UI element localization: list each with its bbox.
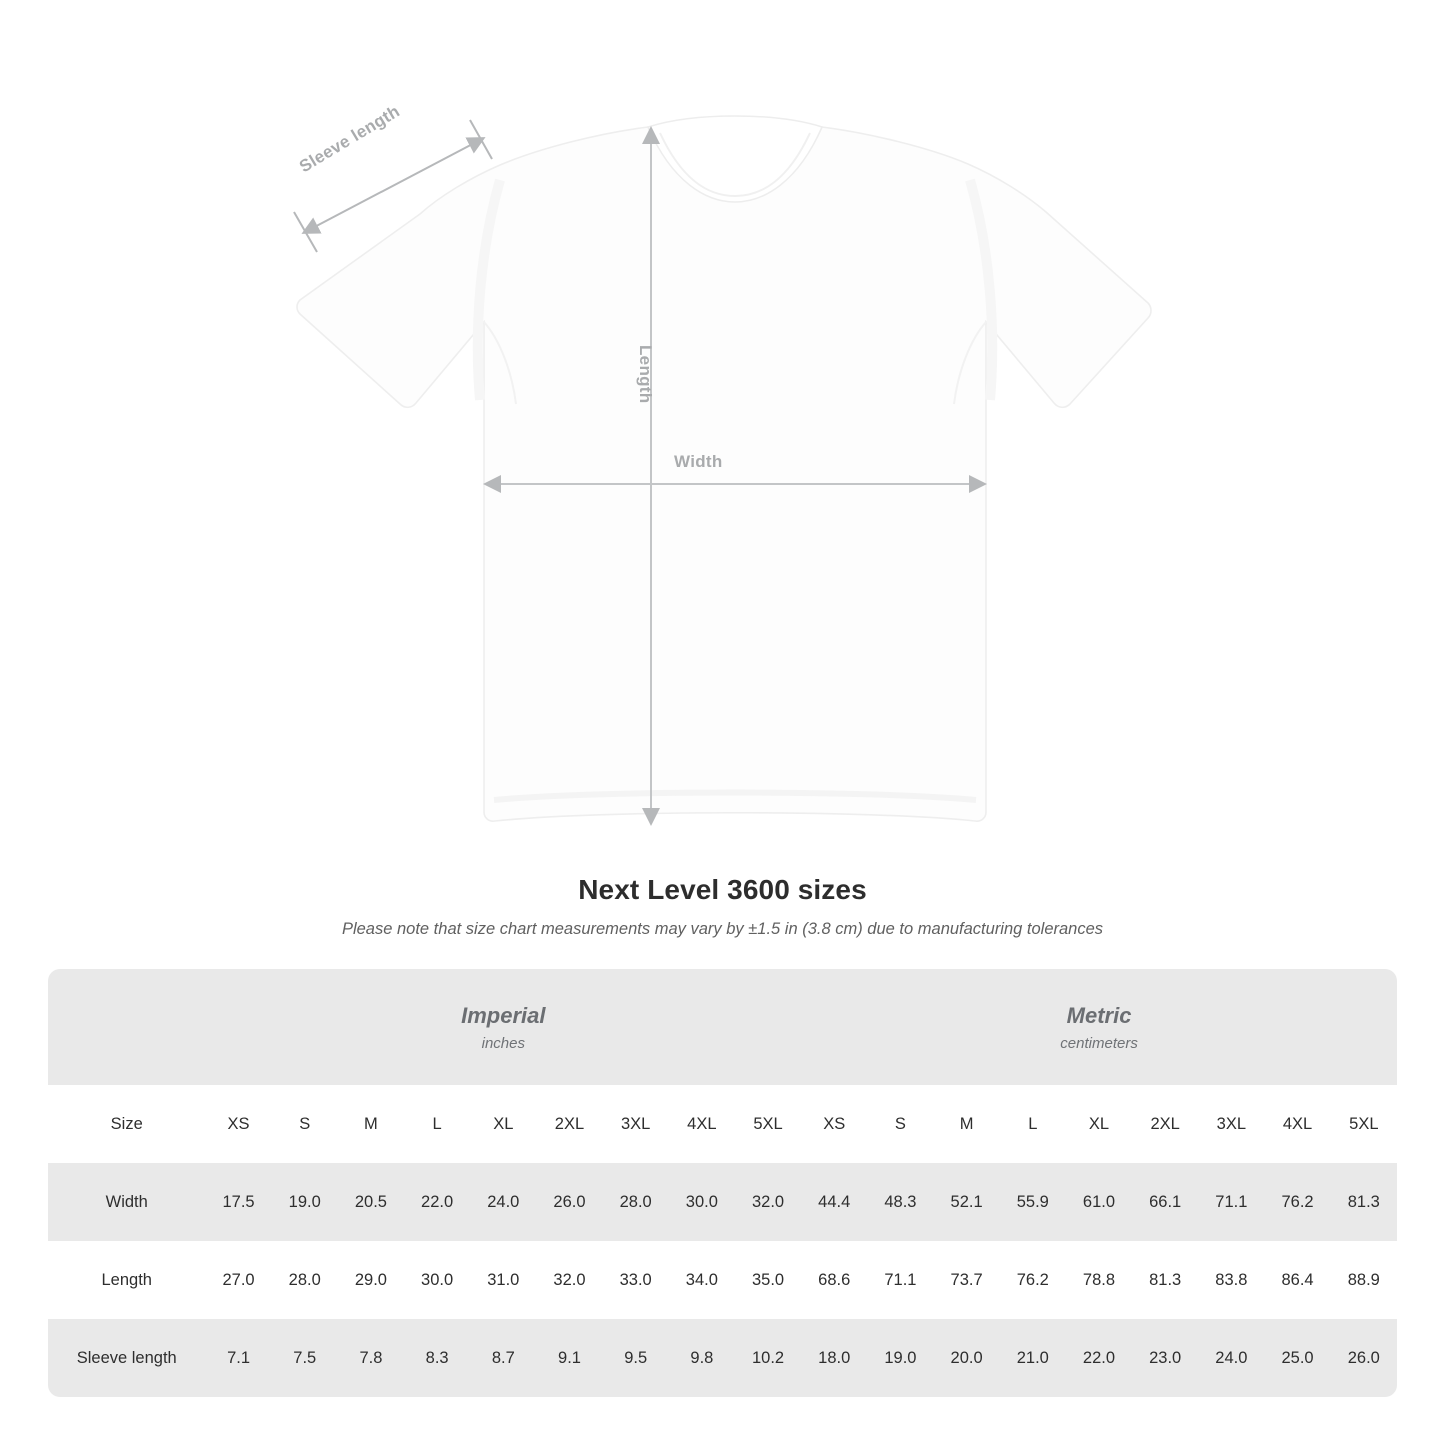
cell-width-imperial-2xl: 26.0	[536, 1163, 602, 1241]
col-header-metric-2xl: 2XL	[1132, 1085, 1198, 1163]
imperial-unit: inches	[481, 1035, 525, 1053]
col-header-imperial-l: L	[404, 1085, 470, 1163]
col-header-metric-xs: XS	[801, 1085, 867, 1163]
cell-sleeve-imperial-2xl: 9.1	[536, 1319, 602, 1397]
cell-width-metric-s: 48.3	[867, 1163, 933, 1241]
cell-width-imperial-l: 22.0	[404, 1163, 470, 1241]
cell-width-imperial-xl: 24.0	[470, 1163, 536, 1241]
imperial-header-cell	[205, 969, 801, 1085]
cell-sleeve-imperial-m: 7.8	[338, 1319, 404, 1397]
cell-sleeve-metric-xs: 18.0	[801, 1319, 867, 1397]
cell-length-metric-xl: 78.8	[1066, 1241, 1132, 1319]
table-row	[48, 1319, 1397, 1397]
cell-length-metric-xs: 68.6	[801, 1241, 867, 1319]
width-label: Width	[674, 452, 723, 471]
table-row	[48, 1163, 1397, 1241]
cell-width-imperial-xs: 17.5	[205, 1163, 271, 1241]
col-header-imperial-2xl: 2XL	[536, 1085, 602, 1163]
size-header-label: Size	[48, 1085, 205, 1163]
col-header-metric-4xl: 4XL	[1264, 1085, 1330, 1163]
size-table-wrapper	[48, 969, 1397, 1397]
cell-width-metric-3xl: 71.1	[1198, 1163, 1264, 1241]
cell-length-imperial-3xl: 33.0	[603, 1241, 669, 1319]
cell-length-metric-m: 73.7	[934, 1241, 1000, 1319]
cell-width-metric-xs: 44.4	[801, 1163, 867, 1241]
cell-width-metric-m: 52.1	[934, 1163, 1000, 1241]
cell-length-imperial-5xl: 35.0	[735, 1241, 801, 1319]
row-label-length: Length	[48, 1241, 205, 1319]
metric-header-cell	[801, 969, 1397, 1085]
cell-sleeve-metric-4xl: 25.0	[1264, 1319, 1330, 1397]
cell-sleeve-imperial-xs: 7.1	[205, 1319, 271, 1397]
cell-width-imperial-s: 19.0	[272, 1163, 338, 1241]
cell-length-metric-l: 76.2	[1000, 1241, 1066, 1319]
chart-heading	[0, 874, 1445, 939]
col-header-metric-5xl: 5XL	[1331, 1085, 1397, 1163]
cell-length-metric-5xl: 88.9	[1331, 1241, 1397, 1319]
cell-length-imperial-4xl: 34.0	[669, 1241, 735, 1319]
cell-sleeve-imperial-5xl: 10.2	[735, 1319, 801, 1397]
size-header-row	[48, 1085, 1397, 1163]
cell-length-imperial-m: 29.0	[338, 1241, 404, 1319]
cell-width-metric-xl: 61.0	[1066, 1163, 1132, 1241]
metric-title: Metric	[1066, 1002, 1132, 1028]
col-header-imperial-3xl: 3XL	[603, 1085, 669, 1163]
table-row	[48, 1241, 1397, 1319]
cell-width-imperial-m: 20.5	[338, 1163, 404, 1241]
col-header-imperial-s: S	[272, 1085, 338, 1163]
col-header-metric-m: M	[934, 1085, 1000, 1163]
cell-length-imperial-2xl: 32.0	[536, 1241, 602, 1319]
col-header-imperial-xl: XL	[470, 1085, 536, 1163]
row-label-sleeve-length: Sleeve length	[48, 1319, 205, 1397]
col-header-imperial-5xl: 5XL	[735, 1085, 801, 1163]
col-header-imperial-m: M	[338, 1085, 404, 1163]
cell-length-metric-3xl: 83.8	[1198, 1241, 1264, 1319]
cell-sleeve-metric-3xl: 24.0	[1198, 1319, 1264, 1397]
cell-sleeve-metric-l: 21.0	[1000, 1319, 1066, 1397]
length-label: Length	[636, 345, 655, 404]
cell-length-imperial-xl: 31.0	[470, 1241, 536, 1319]
cell-sleeve-imperial-4xl: 9.8	[669, 1319, 735, 1397]
cell-sleeve-imperial-xl: 8.7	[470, 1319, 536, 1397]
cell-sleeve-imperial-s: 7.5	[272, 1319, 338, 1397]
col-header-metric-l: L	[1000, 1085, 1066, 1163]
tolerance-note: Please note that size chart measurements may vary by ±1.5 in (3.8 cm) due to manufacturing tolerances	[341, 920, 1104, 938]
units-spacer-cell	[48, 969, 205, 1085]
cell-width-imperial-5xl: 32.0	[735, 1163, 801, 1241]
cell-sleeve-imperial-l: 8.3	[404, 1319, 470, 1397]
col-header-metric-3xl: 3XL	[1198, 1085, 1264, 1163]
cell-sleeve-imperial-3xl: 9.5	[603, 1319, 669, 1397]
cell-width-imperial-3xl: 28.0	[603, 1163, 669, 1241]
cell-length-metric-s: 71.1	[867, 1241, 933, 1319]
size-table	[48, 969, 1397, 1397]
cell-width-metric-4xl: 76.2	[1264, 1163, 1330, 1241]
col-header-metric-xl: XL	[1066, 1085, 1132, 1163]
cell-sleeve-metric-m: 20.0	[934, 1319, 1000, 1397]
cell-width-imperial-4xl: 30.0	[669, 1163, 735, 1241]
cell-length-metric-2xl: 81.3	[1132, 1241, 1198, 1319]
cell-length-imperial-xs: 27.0	[205, 1241, 271, 1319]
cell-length-imperial-s: 28.0	[272, 1241, 338, 1319]
col-header-metric-s: S	[867, 1085, 933, 1163]
col-header-imperial-xs: XS	[205, 1085, 271, 1163]
cell-sleeve-metric-xl: 22.0	[1066, 1319, 1132, 1397]
cell-width-metric-l: 55.9	[1000, 1163, 1066, 1241]
cell-length-imperial-l: 30.0	[404, 1241, 470, 1319]
row-label-width: Width	[48, 1163, 205, 1241]
cell-sleeve-metric-5xl: 26.0	[1331, 1319, 1397, 1397]
col-header-imperial-4xl: 4XL	[669, 1085, 735, 1163]
cell-width-metric-2xl: 66.1	[1132, 1163, 1198, 1241]
units-header-row	[48, 969, 1397, 1085]
cell-width-metric-5xl: 81.3	[1331, 1163, 1397, 1241]
imperial-title: Imperial	[461, 1002, 546, 1028]
cell-length-metric-4xl: 86.4	[1264, 1241, 1330, 1319]
page-title: Next Level 3600 sizes	[578, 874, 867, 905]
metric-unit: centimeters	[1060, 1035, 1138, 1053]
cell-sleeve-metric-s: 19.0	[867, 1319, 933, 1397]
sleeve-length-label: Sleeve length	[296, 101, 404, 177]
cell-sleeve-metric-2xl: 23.0	[1132, 1319, 1198, 1397]
